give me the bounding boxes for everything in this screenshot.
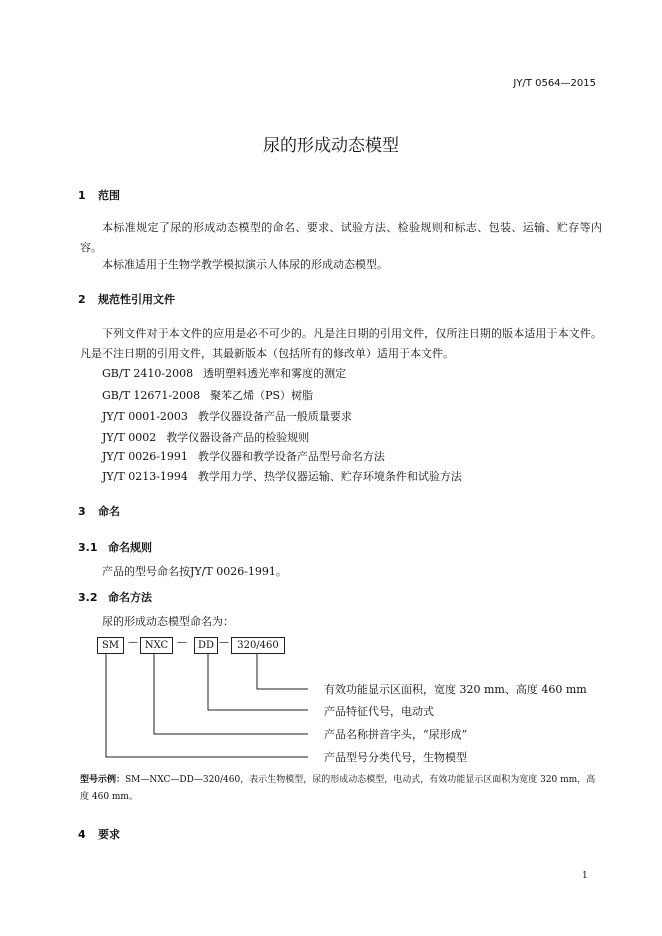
reference-name: 教学仪器和教学设备产品型号命名方法 [197,450,385,463]
connector-line-nxc [154,653,308,734]
model-code-box-dd: DD [194,637,218,654]
reference-name: 透明塑料透光率和雾度的测定 [203,367,347,380]
standard-number: JY/T 0564—2015 [513,78,596,89]
reference-code: JY/T 0002 [102,431,157,444]
separator-dash: — [128,637,138,648]
section-3-1-number: 3.1 [78,541,98,554]
section-3-2-text: 尿的形成动态模型命名为： [102,615,234,628]
model-example-note [80,772,602,806]
section-1-title: 范围 [98,189,120,202]
section-3-1-text: 产品的型号命名按JY/T 0026-1991。 [102,565,287,578]
reference-name: 教学仪器设备产品的检验规则 [166,431,310,444]
separator-dash: — [219,637,229,648]
connector-line-sm [106,653,308,757]
section-2-intro: 下列文件对于本文件的应用是必不可少的。凡是注日期的引用文件，仅所注日期的版本适用于本文件。凡是不注日期的引用文件，其最新版本（包括所有的修改单）适用于本文件。 [80,327,602,360]
reference-name: 聚苯乙烯（PS）树脂 [210,389,314,402]
reference-code: JY/T 0213-1994 [102,470,188,483]
reference-code: GB/T 12671-2008 [102,389,201,402]
separator-dash: — [177,637,187,648]
connector-line-dd [208,653,308,710]
model-code-box-sm: SM [97,637,124,654]
page-number: 1 [582,871,588,881]
section-3-1-title: 命名规则 [108,541,152,554]
section-3-2-title: 命名方法 [108,591,152,604]
section-4-title: 要求 [98,828,120,841]
section-2-number: 2 [78,293,86,306]
section-4-number: 4 [78,828,86,841]
section-3-2-number: 3.2 [78,591,98,604]
reference-code: JY/T 0001-2003 [102,410,188,423]
reference-name: 教学仪器设备产品一般质量要求 [197,410,352,423]
diagram-label-name: 产品名称拼音字头，“尿形成” [324,728,468,741]
diagram-label-size: 有效功能显示区面积，宽度 320 mm、高度 460 mm [324,683,587,696]
document-title: 尿的形成动态模型 [263,136,399,156]
section-1-paragraph-2: 本标准适用于生物学教学模拟演示人体尿的形成动态模型。 [102,258,388,271]
reference-code: JY/T 0026-1991 [102,450,188,463]
model-code-box-nxc: NXC [140,637,173,654]
diagram-label-category: 产品型号分类代号，生物模型 [324,751,467,764]
example-text: SM—NXC—DD—320/460，表示生物模型，尿的形成动态模型，电动式，有效功能显示区面积为宽度 320 mm，高度 460 mm。 [80,775,596,802]
connector-line-size [257,653,308,689]
reference-code: GB/T 2410-2008 [102,367,194,380]
section-3-number: 3 [78,505,86,518]
section-3-title: 命名 [98,505,120,518]
model-code-box-size: 320/460 [231,637,285,654]
section-1-paragraph-1: 本标准规定了尿的形成动态模型的命名、要求、试验方法、检验规则和标志、包装、运输、贮存等内容。 [80,221,602,254]
section-4-heading [78,826,120,842]
reference-name: 教学用力学、热学仪器运输、贮存环境条件和试验方法 [197,470,462,483]
section-1-number: 1 [78,189,86,202]
diagram-label-type: 产品特征代号，电动式 [324,705,434,718]
section-2-title: 规范性引用文件 [98,293,175,306]
example-label: 型号示例： [80,775,126,785]
